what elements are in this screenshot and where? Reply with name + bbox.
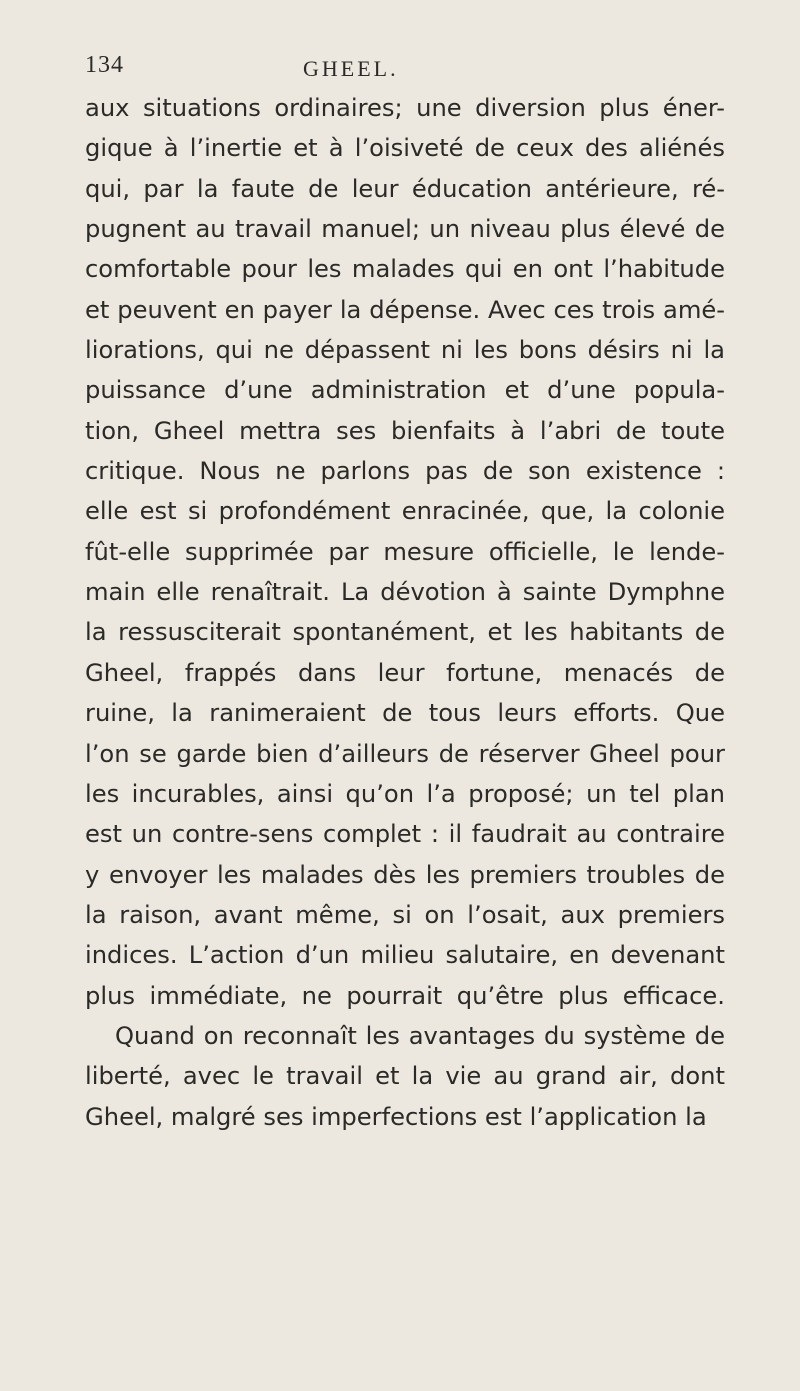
text-line: pugnent au travail manuel; un niveau plus élevé de bbox=[85, 215, 725, 244]
text-line: ruine, la ranimeraient de tous leurs efforts. Que bbox=[85, 699, 725, 728]
text-line: est un contre-sens complet : il faudrait au contraire bbox=[85, 820, 725, 849]
text-line: et peuvent en payer la dépense. Avec ces trois amé- bbox=[85, 295, 725, 324]
text-line: tion, Gheel mettra ses bienfaits à l’abri de toute bbox=[85, 416, 725, 445]
text-line: Gheel, malgré ses imperfections est l’application la bbox=[85, 1102, 707, 1131]
text-line: qui, par la faute de leur éducation antérieure, ré- bbox=[85, 174, 725, 203]
page-header bbox=[85, 52, 725, 92]
text-line: liberté, avec le travail et la vie au grand air, dont bbox=[85, 1062, 725, 1091]
text-line: y envoyer les malades dès les premiers troubles de bbox=[85, 860, 725, 889]
text-line: comfortable pour les malades qui en ont l’habitude bbox=[85, 255, 725, 284]
text-line: Quand on reconnaît les avantages du système de bbox=[115, 1021, 725, 1050]
text-line: puissance d’une administration et d’une popula- bbox=[85, 376, 725, 405]
text-line: fût-elle supprimée par mesure officielle, le lende- bbox=[85, 537, 725, 566]
text-line: plus immédiate, ne pourrait qu’être plus efficace. bbox=[85, 981, 725, 1010]
text-line: l’on se garde bien d’ailleurs de réserver Gheel pour bbox=[85, 739, 725, 768]
text-line: liorations, qui ne dépassent ni les bons désirs ni la bbox=[85, 336, 725, 365]
running-head: GHEEL. bbox=[303, 56, 399, 81]
text-line: critique. Nous ne parlons pas de son existence : bbox=[85, 457, 725, 486]
page-number: 134 bbox=[85, 52, 124, 78]
text-line: elle est si profondément enracinée, que, la colonie bbox=[85, 497, 725, 526]
text-line: Gheel, frappés dans leur fortune, menacés de bbox=[85, 658, 725, 687]
text-line: gique à l’inertie et à l’oisiveté de ceux des aliénés bbox=[85, 134, 725, 163]
text-line: main elle renaîtrait. La dévotion à sainte Dymphne bbox=[85, 578, 725, 607]
text-line: la raison, avant même, si on l’osait, aux premiers bbox=[85, 900, 725, 929]
body-text bbox=[85, 88, 725, 1137]
text-line: aux situations ordinaires; une diversion plus éner- bbox=[85, 94, 725, 122]
text-line: la ressusciterait spontanément, et les habitants de bbox=[85, 618, 725, 647]
text-line: les incurables, ainsi qu’on l’a proposé; un tel plan bbox=[85, 779, 725, 808]
text-line: indices. L’action d’un milieu salutaire, en devenant bbox=[85, 941, 725, 970]
